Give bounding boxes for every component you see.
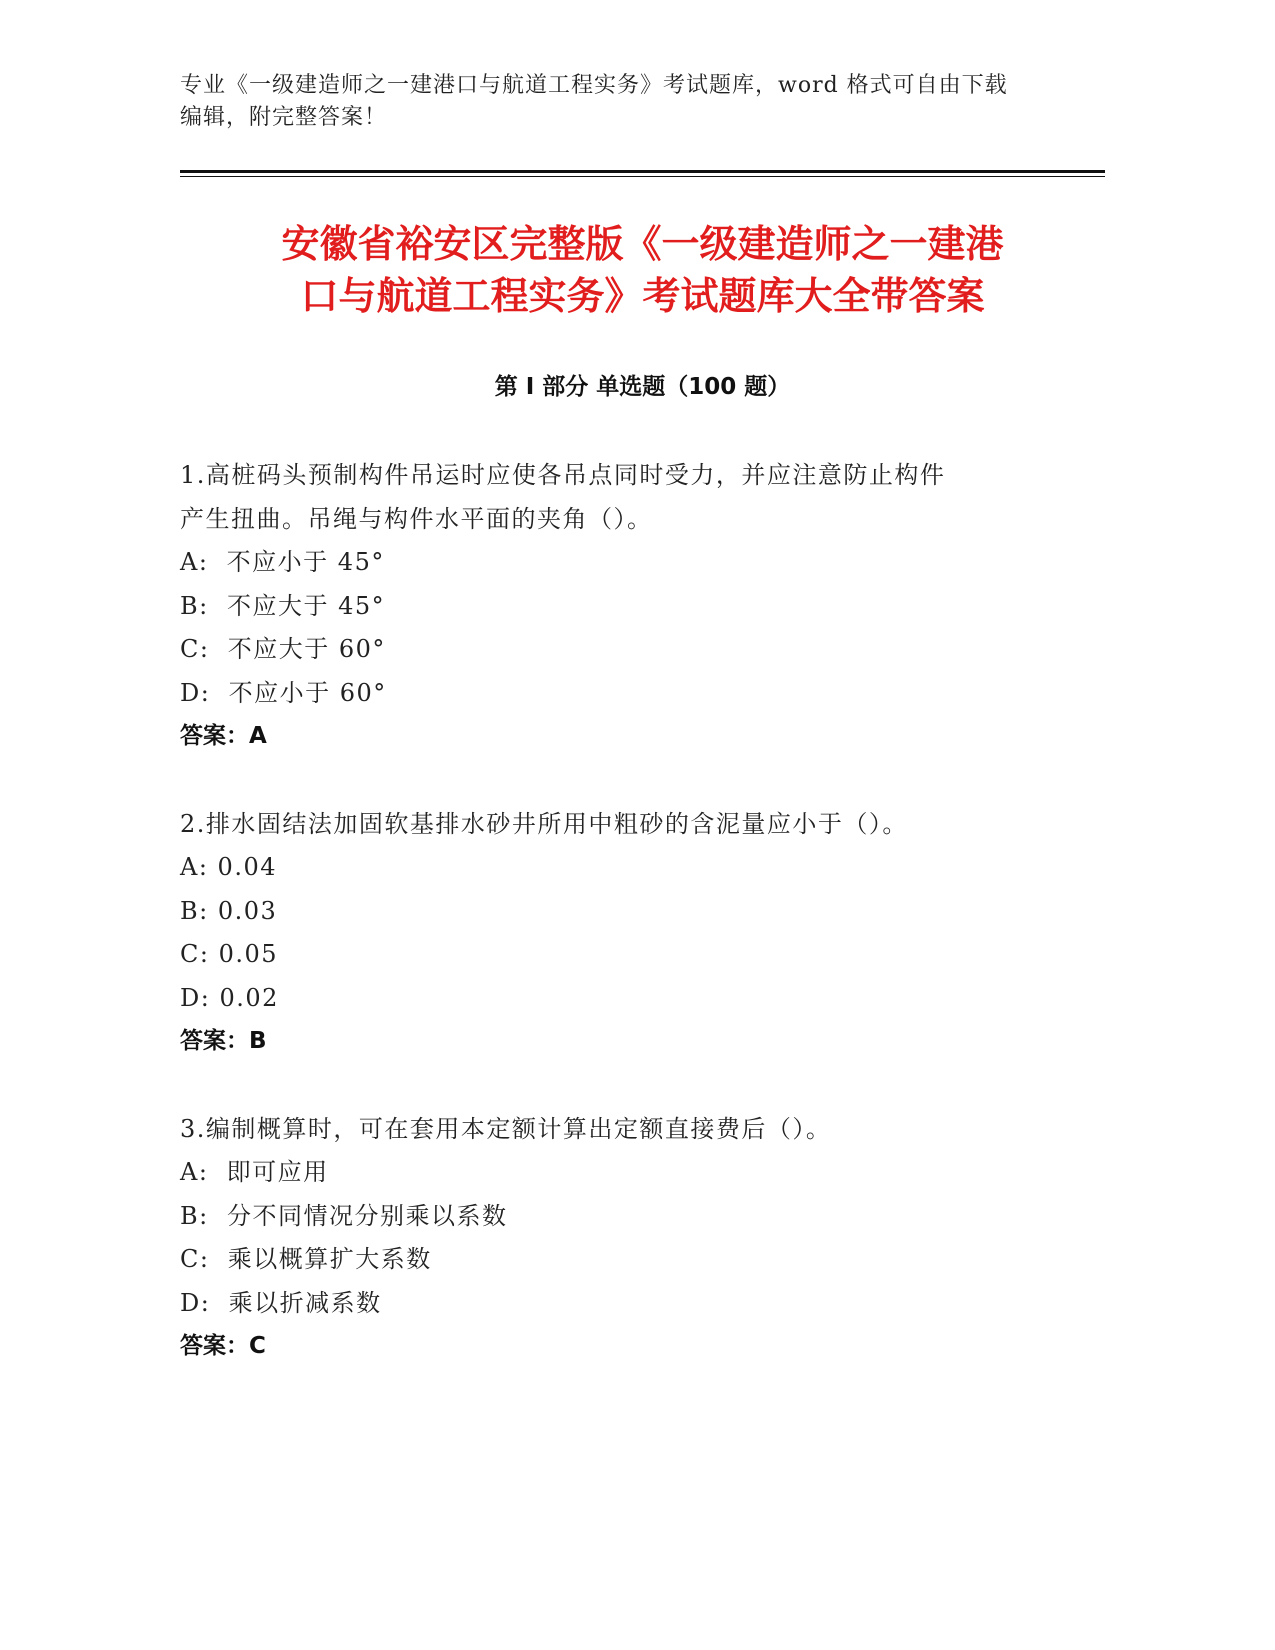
option-a: A: 不应小于 45° bbox=[180, 548, 385, 576]
option-d: D: 乘以折减系数 bbox=[180, 1288, 382, 1317]
option-b: B: 分不同情况分别乘以系数 bbox=[180, 1201, 508, 1230]
document-title-line-1: 安徽省裕安区完整版《一级建造师之一建港 bbox=[281, 222, 1004, 266]
option-d: D: 不应小于 60° bbox=[180, 678, 387, 707]
question-list bbox=[180, 454, 1040, 1413]
section-heading: 第 I 部分 单选题（100 题） bbox=[494, 374, 791, 400]
answer-line: 答案：C bbox=[180, 1333, 266, 1359]
option-d: D: 0.02 bbox=[180, 983, 279, 1012]
question-3 bbox=[180, 1108, 1040, 1369]
answer-line: 答案：A bbox=[180, 723, 267, 749]
answer-line: 答案：B bbox=[180, 1028, 267, 1054]
question-stem: 3.编制概算时，可在套用本定额计算出定额直接费后（）。 bbox=[180, 1114, 832, 1143]
option-a: A: 即可应用 bbox=[180, 1158, 329, 1186]
option-b: B: 不应大于 45° bbox=[180, 591, 386, 620]
option-c: C: 乘以概算扩大系数 bbox=[180, 1245, 432, 1273]
option-a: A: 0.04 bbox=[180, 853, 277, 881]
header-rule-thin bbox=[180, 176, 1105, 177]
intro-text bbox=[180, 70, 1110, 134]
option-c: C: 0.05 bbox=[180, 940, 279, 968]
header-rule-thick bbox=[180, 170, 1105, 173]
intro-line-1: 专业《一级建造师之一建港口与航道工程实务》考试题库，word 格式可自由下载 bbox=[180, 73, 1008, 98]
option-b: B: 0.03 bbox=[180, 896, 278, 925]
question-stem: 2.排水固结法加固软基排水砂井所用中粗砂的含泥量应小于（）。 bbox=[180, 809, 908, 838]
question-1 bbox=[180, 454, 1040, 759]
document-title-line-2: 口与航道工程实务》考试题库大全带答案 bbox=[300, 274, 985, 318]
question-2 bbox=[180, 803, 1040, 1064]
document-title bbox=[150, 218, 1135, 322]
option-c: C: 不应大于 60° bbox=[180, 635, 386, 663]
intro-line-2: 编辑，附完整答案！ bbox=[180, 105, 388, 130]
question-stem-continued: 产生扭曲。吊绳与构件水平面的夹角（）。 bbox=[180, 504, 653, 533]
question-stem: 1.高桩码头预制构件吊运时应使各吊点同时受力，并应注意防止构件 bbox=[180, 461, 946, 489]
